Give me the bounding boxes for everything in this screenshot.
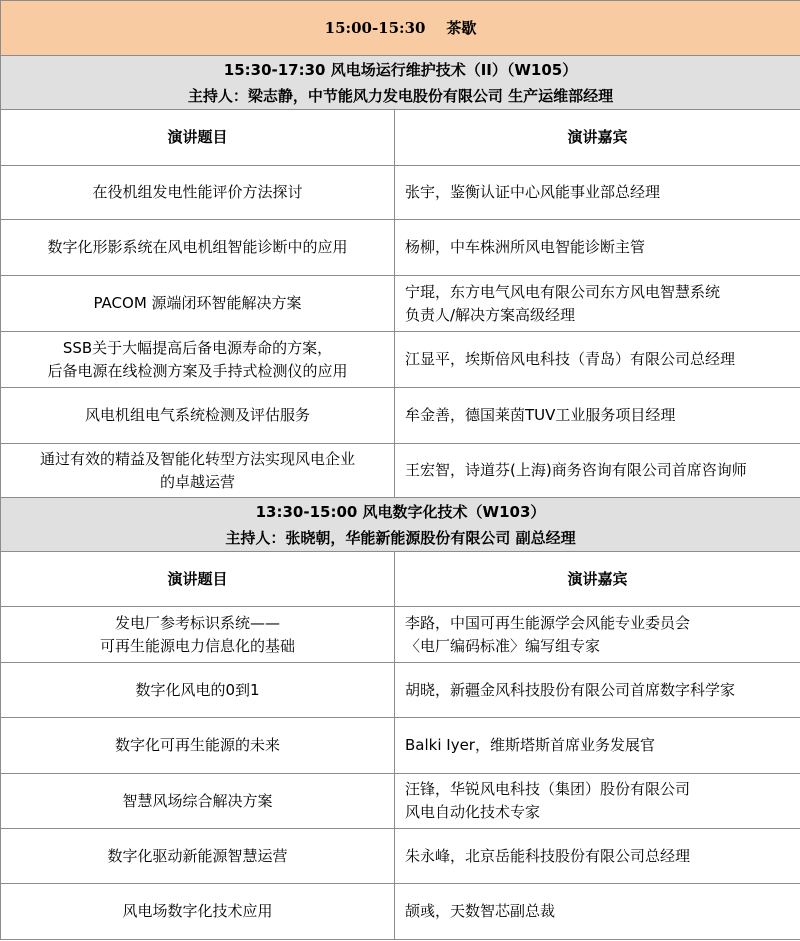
topic-line: 数字化形影系统在风电机组智能诊断中的应用 bbox=[47, 238, 348, 256]
speaker-line: 牟金善，德国莱茵TUV工业服务项目经理 bbox=[405, 406, 676, 424]
header-topic: 演讲题目 bbox=[1, 552, 395, 607]
speaker-line: 宁琨，东方电气风电有限公司东方风电智慧系统 bbox=[405, 282, 721, 301]
topic-line: 数字化驱动新能源智慧运营 bbox=[107, 846, 288, 865]
speaker-cell bbox=[395, 220, 800, 276]
table-row bbox=[1, 388, 800, 444]
table-row bbox=[1, 276, 800, 332]
speaker-cell bbox=[395, 829, 800, 884]
table-row bbox=[1, 829, 800, 884]
table-row bbox=[1, 444, 800, 498]
topic-cell bbox=[1, 332, 395, 388]
topic-cell bbox=[1, 774, 395, 829]
topic-cell bbox=[1, 276, 395, 332]
topic-line: 可再生能源电力信息化的基础 bbox=[99, 636, 295, 655]
header-speaker: 演讲嘉宾 bbox=[395, 552, 800, 607]
table-row bbox=[1, 332, 800, 388]
header-topic: 演讲题目 bbox=[1, 110, 395, 166]
topic-cell bbox=[1, 388, 395, 444]
topic-cell bbox=[1, 718, 395, 774]
speaker-cell bbox=[395, 884, 800, 940]
speaker-cell bbox=[395, 774, 800, 829]
table-row bbox=[1, 220, 800, 276]
topic-line: 的卓越运营 bbox=[159, 472, 235, 491]
topic-line: SSB关于大幅提高后备电源寿命的方案， bbox=[62, 338, 333, 357]
speaker-line: 江显平，埃斯倍风电科技（青岛）有限公司总经理 bbox=[405, 350, 736, 368]
speaker-line: 李路，中国可再生能源学会风能专业委员会 bbox=[405, 613, 691, 632]
table-row bbox=[1, 718, 800, 774]
speaker-line: 〈电厂编码标准〉编写组专家 bbox=[405, 636, 601, 655]
table-row bbox=[1, 607, 800, 663]
topic-line: 在役机组发电性能评价方法探讨 bbox=[92, 183, 303, 201]
speaker-line: 负责人/解决方案高级经理 bbox=[405, 305, 576, 324]
speaker-line: 颉彧，天数智芯副总裁 bbox=[405, 902, 556, 920]
speaker-cell bbox=[395, 388, 800, 444]
topic-line: 后备电源在线检测方案及手持式检测仪的应用 bbox=[47, 361, 348, 380]
topic-cell bbox=[1, 884, 395, 940]
topic-line: 风电机组电气系统检测及评估服务 bbox=[84, 406, 310, 424]
topic-cell bbox=[1, 607, 395, 663]
topic-line: 风电场数字化技术应用 bbox=[122, 902, 273, 920]
speaker-cell bbox=[395, 444, 800, 498]
speaker-line: Balki Iyer，维斯塔斯首席业务发展官 bbox=[405, 736, 655, 754]
session-header-cell bbox=[1, 498, 800, 552]
tea-break-label: 茶歇 bbox=[446, 18, 477, 37]
session-header-row bbox=[1, 498, 800, 552]
speaker-cell bbox=[395, 663, 800, 718]
header-speaker: 演讲嘉宾 bbox=[395, 110, 800, 166]
session-title: 15:30-17:30 风电场运行维护技术（II）（W105） bbox=[223, 60, 578, 79]
session-header-cell bbox=[1, 56, 800, 110]
topic-line: 通过有效的精益及智能化转型方法实现风电企业 bbox=[39, 449, 355, 468]
column-header-row bbox=[1, 110, 800, 166]
topic-line: 智慧风场综合解决方案 bbox=[122, 791, 273, 810]
speaker-line: 汪锋，华锐风电科技（集团）股份有限公司 bbox=[405, 780, 691, 798]
speaker-line: 王宏智，诗道芬(上海)商务咨询有限公司首席咨询师 bbox=[405, 461, 747, 479]
tea-break-time: 15:00-15:30 bbox=[324, 18, 426, 37]
speaker-cell bbox=[395, 166, 800, 220]
topic-line: PACOM 源端闭环智能解决方案 bbox=[93, 294, 302, 312]
column-header-row bbox=[1, 552, 800, 607]
topic-cell bbox=[1, 220, 395, 276]
table-row bbox=[1, 774, 800, 829]
tea-break-cell bbox=[1, 1, 800, 56]
topic-cell bbox=[1, 663, 395, 718]
session-header-row bbox=[1, 56, 800, 110]
topic-cell bbox=[1, 444, 395, 498]
topic-line: 数字化可再生能源的未来 bbox=[114, 736, 280, 754]
speaker-line: 胡晓，新疆金风科技股份有限公司首席数字科学家 bbox=[405, 680, 736, 699]
table-row bbox=[1, 884, 800, 940]
topic-cell bbox=[1, 829, 395, 884]
speaker-cell bbox=[395, 718, 800, 774]
speaker-line: 张宇，鉴衡认证中心风能事业部总经理 bbox=[405, 183, 661, 201]
session-title: 13:30-15:00 风电数字化技术（W103） bbox=[255, 502, 546, 521]
tea-break-row bbox=[1, 1, 800, 56]
topic-line: 发电厂参考标识系统—— bbox=[114, 613, 280, 632]
speaker-cell bbox=[395, 607, 800, 663]
speaker-cell bbox=[395, 332, 800, 388]
session-host: 主持人：梁志静，中节能风力发电股份有限公司 生产运维部经理 bbox=[187, 86, 614, 105]
speaker-line: 风电自动化技术专家 bbox=[405, 803, 541, 821]
speaker-line: 杨柳，中车株洲所风电智能诊断主管 bbox=[405, 238, 646, 256]
session-host: 主持人：张晓朝，华能新能源股份有限公司 副总经理 bbox=[225, 528, 576, 547]
speaker-line: 朱永峰，北京岳能科技股份有限公司总经理 bbox=[405, 846, 691, 865]
topic-cell bbox=[1, 166, 395, 220]
speaker-cell bbox=[395, 276, 800, 332]
table-row bbox=[1, 663, 800, 718]
table-row bbox=[1, 166, 800, 220]
topic-line: 数字化风电的0到1 bbox=[135, 680, 260, 699]
